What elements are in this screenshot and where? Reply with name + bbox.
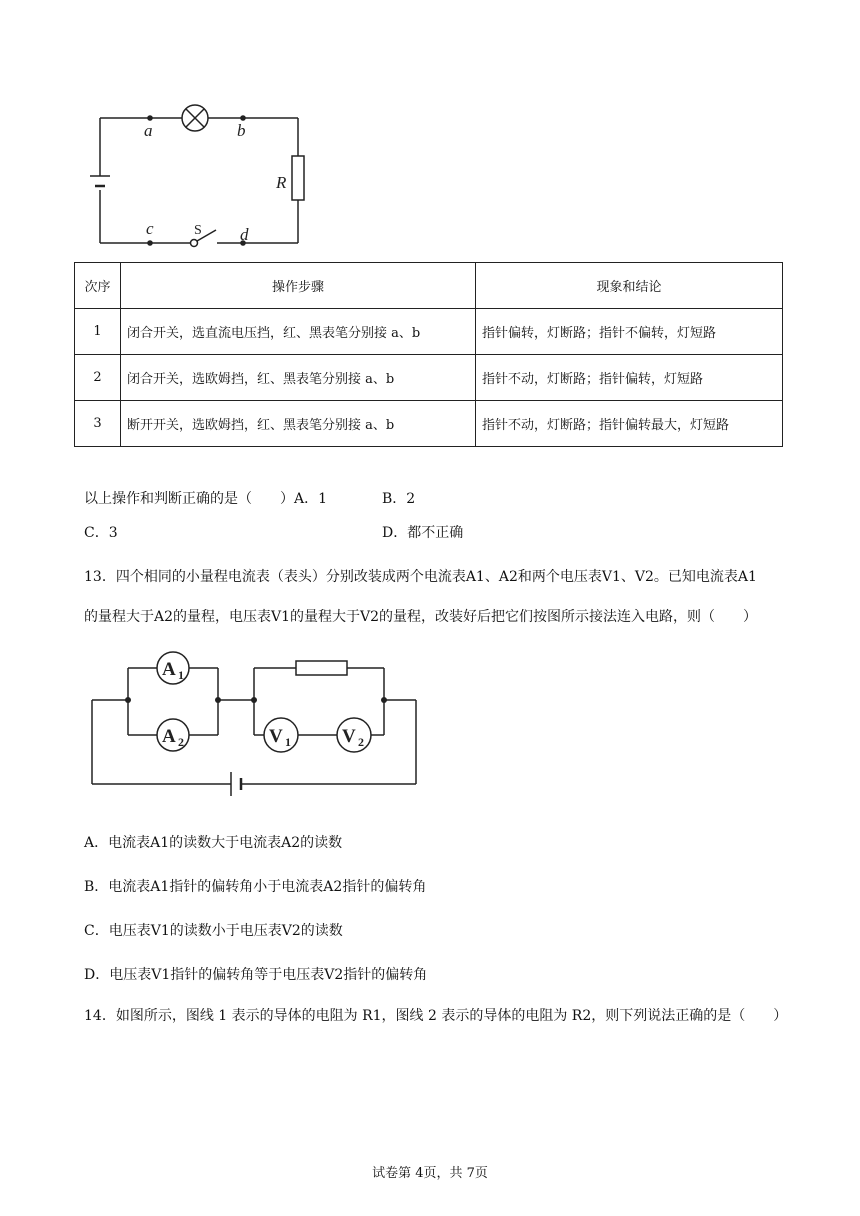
label-b: b (237, 121, 246, 140)
row-step: 闭合开关，选欧姆挡，红、黑表笔分别接 a、b (121, 355, 476, 401)
row-no: 1 (75, 309, 121, 355)
q13-option-c: C．电压表V1的读数小于电压表V2的读数 (84, 923, 343, 939)
resistor-icon (296, 661, 347, 675)
page-footer: 试卷第 4页，共 7页 (372, 1166, 488, 1181)
label-a: a (144, 121, 153, 140)
table-row (75, 401, 783, 447)
q13-option-b: B．电流表A1指针的偏转角小于电流表A2指针的偏转角 (84, 879, 427, 895)
table-row (75, 309, 783, 355)
table-header-row (75, 263, 783, 309)
label-c: c (146, 219, 154, 238)
row-result: 指针不动，灯断路；指针偏转，灯短路 (476, 355, 783, 401)
header-steps: 操作步骤 (121, 263, 476, 309)
row-step: 闭合开关，选直流电压挡，红、黑表笔分别接 a、b (121, 309, 476, 355)
circuit-diagram-lamp (86, 98, 316, 256)
label-a1: A (162, 659, 176, 680)
q13-stem-line1: 13．四个相同的小量程电流表（表头）分别改装成两个电流表A1、A2和两个电压表V1、V2。已知电流表A1 (84, 569, 757, 585)
label-v2: V (342, 726, 356, 747)
label-v2-sub: 2 (358, 735, 364, 749)
label-S: S (194, 223, 202, 238)
label-a2: A (162, 726, 176, 747)
row-no: 2 (75, 355, 121, 401)
row-no: 3 (75, 401, 121, 447)
header-result: 现象和结论 (476, 263, 783, 309)
label-a2-sub: 2 (178, 735, 184, 749)
q13-option-d: D．电压表V1指针的偏转角等于电压表V2指针的偏转角 (84, 967, 428, 983)
row-step: 断开开关，选欧姆挡，红、黑表笔分别接 a、b (121, 401, 476, 447)
q14-stem: 14．如图所示，图线 1 表示的导体的电阻为 R1，图线 2 表示的导体的电阻为 R2，则下列说法正确的是（ ） (84, 1008, 788, 1024)
q12-stem: 以上操作和判断正确的是（ ）A．1 (84, 491, 328, 507)
row-result: 指针偏转，灯断路；指针不偏转，灯短路 (476, 309, 783, 355)
q12-option-d: D．都不正确 (382, 525, 464, 541)
q12-option-b: B．2 (382, 491, 416, 507)
row-result: 指针不动，灯断路；指针偏转最大，灯短路 (476, 401, 783, 447)
q12-option-c: C．3 (84, 525, 118, 541)
label-R: R (276, 173, 287, 192)
circuit-diagram-meters (86, 648, 426, 806)
label-v1-sub: 1 (285, 735, 291, 749)
label-d: d (240, 225, 249, 244)
operations-table (74, 262, 783, 447)
label-a1-sub: 1 (178, 668, 184, 682)
q13-stem-line2: 的量程大于A2的量程，电压表V1的量程大于V2的量程，改装好后把它们按图所示接法连入电路，则（ ） (84, 609, 758, 625)
label-v1: V (269, 726, 283, 747)
resistor-icon (292, 156, 304, 200)
q13-option-a: A．电流表A1的读数大于电流表A2的读数 (84, 835, 343, 851)
table-row (75, 355, 783, 401)
header-order: 次序 (75, 263, 121, 309)
